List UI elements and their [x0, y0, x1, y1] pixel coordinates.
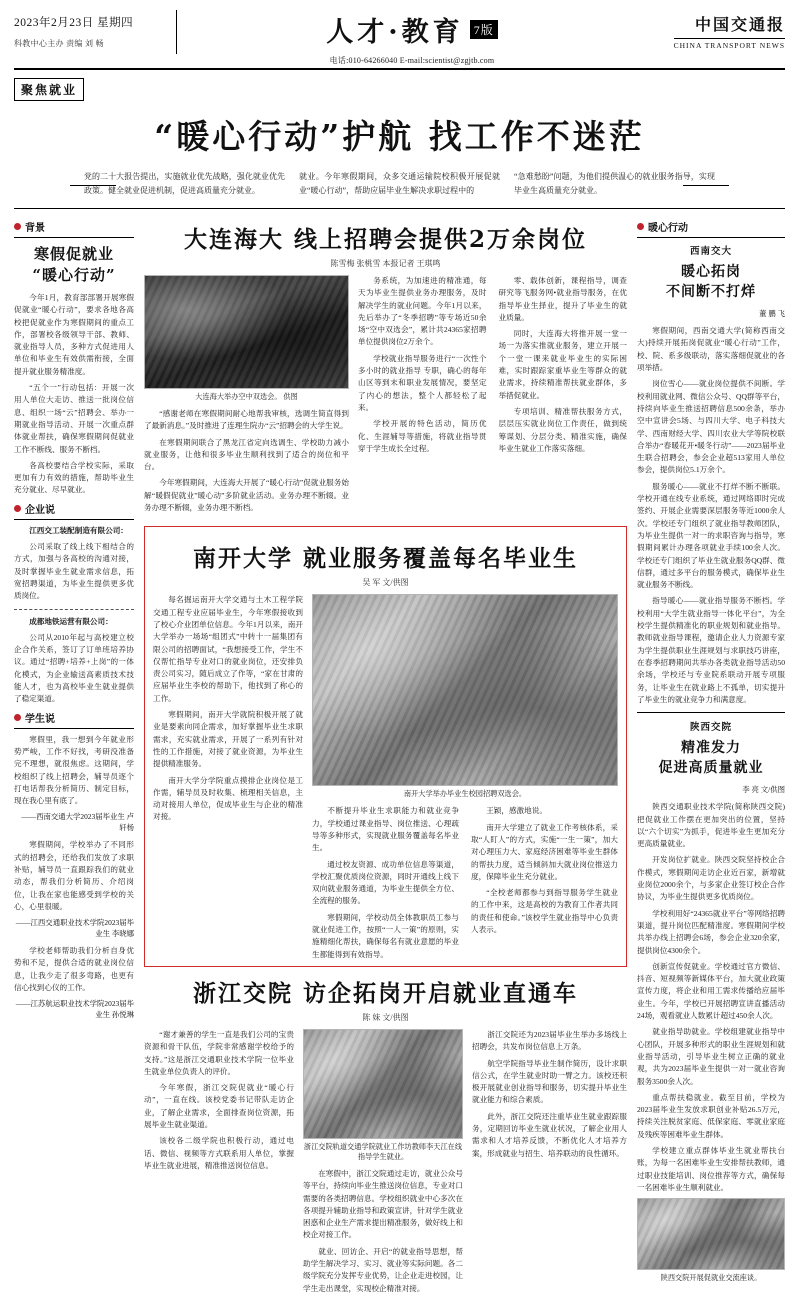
paragraph: 此外，浙江交院还注重毕业生就业跟踪服务，定期回访毕业生就业状况，了解企业用人需求和人才培养反馈，不断优化人才培养方案，形成就业与招生、培养联动的良性循环。 [472, 1111, 627, 1158]
rail-tag-label: 企业说 [25, 504, 55, 516]
paragraph [14, 616, 134, 628]
divider [637, 237, 785, 238]
left-background-body [14, 292, 134, 497]
lead-para-1: 党的二十大报告提出，实施就业优先战略，强化就业优先政策。健全就业促进机制，促进高质量充分就业。 [84, 172, 285, 195]
paragraph: 寒假期间，学校举办了不同形式的招聘会，还给我们发放了求职补贴，辅导员一直跟踪我们的就业动态，帮我们分析简历、介绍岗位，让我在家也能感受到学校的关心，心里很暖。 [14, 840, 134, 911]
paragraph: 公司从2010年起与高校建立校企合作关系，签订了订单班培养协议。通过“招聘+培养+上岗”的一体化模式，为企业输送高素质技术技能人才，也为高校毕业生就业提供了稳定渠道。 [14, 632, 134, 704]
paragraph: 今年1月，教育部部署开展寒假促就业“暖心行动”，要求各地各高校把促就业作为寒假期间的重点工作，部署校各级领导干部、教师、就业指导人员，多种方式促进用人单位和毕业生有效供需衔接，全面提升就业服务精准度。 [14, 293, 134, 376]
divider [14, 728, 134, 729]
student-quote-1-sign: ——西南交通大学2023届毕业生 卢轩杨 [21, 812, 134, 833]
article-title: 南开大学 就业服务覆盖每名毕业生 [192, 545, 578, 573]
photo-caption: 浙江交院轨道交通学院就业工作坊教师李天江在线指导学生就业。 [303, 1142, 463, 1161]
masthead-divider [176, 10, 177, 54]
paragraph: 岗位雪心——就业岗位提供不间断。学校利用就业网、微信公众号、QQ群等平台，持续向毕业生推送招聘信息500余条，举办空中宣讲会5场、与四川大学、电子科技大学、西南财经大学、四川农业大学等院校联合举办“春暖花开•暖冬行动”——2023届毕业生联合招聘会，参会企业超513家用人单位参会，提供岗位5.1万余个。 [637, 379, 785, 475]
band-rule [14, 208, 785, 209]
editor-line: 科教中心主办 责编 刘 畅 [14, 39, 104, 49]
paragraph: 务系统，为加速进的精准通，每天为毕业生提供业务办理服务，及时解决学生的就业问题。今年1月以来，先后举办了“冬季招聘”等专场近50余场“空中双选会”，累计共24365家招聘单位提供岗位2万余个。 [358, 276, 487, 347]
article-photo [303, 1029, 463, 1139]
paragraph: 学校开展的特色活动，简历优化、生涯辅导等措施，将就业指导贯穿于学生成长全过程。 [358, 419, 487, 453]
right-item-subtitle: 精准发力 促进高质量就业 [658, 740, 764, 776]
masthead-rule [14, 68, 785, 70]
right-item-body [637, 325, 785, 706]
paragraph: 寒假期间，南开大学就院积极开展了就业是要素向同企需求，加好掌握毕业生求职需求，充实就业需求，开展了一系列有针对性的工作措施，对接了就业资源，为毕业生提供精准服务。 [153, 710, 303, 769]
paragraph: 学校老师帮助我们分析自身优势和不足，提供合适的就业岗位信息，让我少走了很多弯路，也更有信心找到心仪的工作。 [14, 946, 134, 993]
paragraph: 在寒假期间联合了黑龙江省定向选调生、学校助力减小就业服务，让他和很多毕业生顺利找到了适合的岗位和平台。 [144, 437, 349, 472]
publication-date: 2023年2月23日 星期四 [14, 17, 134, 29]
paragraph: 在寒假中，浙江交院通过走访，就业公众号等平台，持续向毕业生推送岗位信息，专业对口需要的各类招聘信息。学校组织就业中心多次在各项提升辅助业指导和政策宣讲，针对学生就业困惑和企业生产需求提出精准服务，做好线上和校企对接工作。 [303, 1168, 463, 1240]
article-zhejiang [144, 975, 627, 1299]
paragraph: “感谢老师在寒假期间耐心地帮我审核，选调生简直得到了最新消息。”及时推进了连理生院办“云”招聘会的大学生说。 [144, 409, 349, 431]
paragraph: 公司采取了线上线下相结合的方式，加强与各高校的沟通对接，及时掌握毕业生就业需求信息，拓宽招聘渠道，为毕业生提供更多优质岗位。 [14, 542, 134, 601]
article-photo [144, 275, 349, 389]
divider [14, 237, 134, 238]
student-quote-3-sign: ——江苏航运职业技术学院2023届毕业生 孙悦琳 [15, 999, 134, 1020]
article-title: 浙江交院 访企拓岗开启就业直通车 [192, 979, 578, 1007]
paragraph: 指导暖心——就业指导服务不断档。学校利用“大学生就业指导一体化平台”，为全校学生提供精准化的职业规划和就业指导。教师就业指导课程，邀请企业人力资源专家为学生提供职业生涯规划与求职技巧讲座，在春季招聘期间共举办各类就业指导活动50余场，学校还与专业院系联动开展专项服务，让毕业生在就业路上不孤单，切实提升了毕业生的就业竞争力和满意度。 [637, 596, 785, 704]
right-item-subtitle: 暖心拓岗 不间断不打烊 [666, 264, 756, 300]
lead-para-3: “急难愁盼”问题，为他们提供温心的就业服务指导，实现毕业生高质量充分就业。 [514, 172, 715, 195]
company-name: 成都地铁运营有限公司： [29, 616, 113, 626]
bullet-icon [14, 223, 21, 230]
paragraph: 通过校友资源、成功单位信息等渠道，学校汇聚优质岗位资源，同时开通线上线下双向就业服务通道，为毕业生提供全方位、全流程的服务。 [312, 859, 459, 906]
divider [14, 519, 134, 520]
paragraph: “五个一”行动包括：开展一次用人单位大走访、推送一批岗位信息、组织一场“云”招聘会、举办一期就业指导活动、开展一次重点群体就业帮扶，确保寒假期间促就业工作不断线、服务不断档。 [14, 383, 134, 454]
focus-band [14, 78, 785, 206]
focus-tag: 聚焦就业 [14, 78, 84, 101]
paragraph: 专项培训、精准帮扶服务方式，层层压实就业岗位工作责任，做到统筹谋划、分层分类、精准实施，确保毕业生就业工作落实落细。 [498, 406, 627, 453]
rail-head-warmaction [637, 219, 785, 234]
masthead-right [635, 10, 785, 53]
right-item-body [637, 801, 785, 1194]
right-item-byline: 李 亮 文/供图 [742, 785, 785, 795]
paragraph: “全校老师都参与到指导服务学生就业的工作中来，这是高校的为教育工作者共同的责任和使命。”该校学生就业指导中心负责人表示。 [471, 888, 618, 935]
rail-head-background [14, 219, 134, 234]
paragraph: 零、载体创新，课程指导，调查研究等飞服务网•就业指导服务，在优指导毕业生择业，提升了毕业生的就业质量。 [498, 276, 627, 322]
article-title: 大连海大 线上招聘会提供2万余岗位 [183, 226, 587, 253]
page-badge: 7版 [470, 20, 498, 39]
student-quote-1 [14, 734, 134, 808]
paragraph: 重点帮扶稳就业。截至目前，学校为2023届毕业生发放求职创业补贴26.5万元，持续关注脱贫家庭、低保家庭、零就业家庭及残疾等困难毕业生群体。 [637, 1092, 785, 1139]
right-item-title: 陕西交院 [689, 723, 732, 734]
right-item-photo [637, 1198, 785, 1270]
bullet-icon [14, 714, 21, 721]
left-rail [14, 215, 134, 1167]
paragraph [14, 525, 134, 537]
article-dalian [144, 221, 627, 518]
paragraph: 同时，大连海大将推开展一堂一场一为落实推就业服务，建立开展一个一堂一课来就业毕业生的实际困难，实时跟踪家重毕业生等群众的就业需求，持续精准帮扶就业群体，多举措促就业。 [498, 329, 627, 400]
paragraph: 寒假期间，西南交通大学(简称西南交大)持续开展拓岗促就业“暖心行动”工作，校、院、系多级联动，落实落细促就业的各项举措。 [637, 326, 785, 373]
paragraph: 南开大学建立了就业工作考核体系，采取“人盯人”的方式，实施“一生一策”，加大对心理压力大、家庭经济困难等毕业生群体的帮扶力度，适当倾斜加大就业岗位推送力度，保障毕业生充分就业。 [471, 822, 618, 881]
paragraph: 就业指导助就业。学校组建就业指导中心团队，开展多种形式的职业生涯规划和就业指导活动，引导毕业生树立正确的就业观，共为2023届毕业生提供一对一就业咨询服务3500余人次。 [637, 1027, 785, 1086]
right-rail [637, 215, 785, 1283]
paragraph: 服务暖心——就业不打烊不断不断联。学校开通在线专业系统，通过网络即时完成签约、开展企业需要深层服务等近1000余人次。学校还专门组织了就业指导教师团队，为毕业生提供一对一的求职咨询与指导，寒假期间累计办理各项就业手续100余人次。学校还专门组织了毕业生就业服务QQ群、微信群，通过多平台的服务模式，确保毕业生就业服务不断线。 [637, 481, 785, 590]
article-photo [312, 594, 618, 786]
article-nankai [144, 526, 627, 967]
right-item-sxjy [637, 719, 785, 1283]
left-section-title: 寒假促就业 “暖心行动” [32, 245, 116, 284]
article-body-col2 [358, 275, 627, 459]
paragraph: 王颖，感激地说。 [486, 806, 547, 816]
rail-tag-label: 暖心行动 [648, 223, 688, 234]
paragraph: 就业、回访企、开启“的就业指导思想，帮助学生解决学习、实习、就业等实际问题。各二级学院充分发挥专业优势，让企业走进校园，让学生走出课堂，实现校企精准对接。 [303, 1246, 463, 1293]
article-body-col1 [144, 1029, 294, 1172]
paragraph: 陕西交通职业技术学院(简称陕西交院)把促就业工作摆在更加突出的位置，坚持以“六个切实”为抓手，促进毕业生更加充分更高质量就业。 [637, 802, 785, 849]
photo-caption: 大连海大举办空中双选会。 供图 [195, 393, 298, 401]
paragraph: 创新宣传促就业。学校通过官方微信、抖音、短视频等新媒体平台，加大就业政策宣传力度，将企业和用工需求传播给应届毕业生。今年，学校已开展招聘宣讲直播活动24场，观看就业人数累计超过450余人次。 [637, 961, 785, 1021]
paragraph: 开发岗位扩就业。陕西交院坚持校企合作模式，寒假期间走访企业近百家，新增就业岗位2000余个，与多家企业签订校企合作协议，为毕业生提供更多优质岗位。 [637, 855, 785, 902]
paragraph: 寒假期间，学校动员全体教职员工参与就业促进工作，按照“一人一策”的原则，实施精细化帮扶，确保每名有就业意愿的毕业生都能得到有效指导。 [312, 912, 459, 959]
paragraph: 该校各二级学院也积极行动，通过电话、微信、视频等方式联系用人单位，掌握毕业生就业进展，精准推送岗位信息。 [144, 1136, 294, 1170]
section-title: 人才·教育 [326, 17, 464, 48]
enterprise-block-1 [14, 525, 134, 603]
article-body-col1 [144, 408, 349, 514]
article-byline: 陈雪梅 张桃雪 本报记者 王琪鸣 [330, 259, 441, 268]
right-item-byline: 董 鹏 飞 [759, 309, 785, 319]
masthead-center [189, 10, 635, 66]
paragraph: 学校建立重点群体毕业生就业帮扶台账，为每一名困难毕业生安排帮扶教师，通过职业技能培训、岗位推荐等方式，确保每一名困难毕业生顺利就业。 [637, 1146, 785, 1192]
right-item-title: 西南交大 [689, 247, 732, 257]
page-headline: “暖心行动”护航 找工作不迷茫 [154, 117, 645, 156]
photo-caption: 陕西交院开展促就业交流座谈。 [660, 1274, 762, 1283]
article-body-col2 [312, 805, 618, 961]
lead-wrapper [14, 164, 785, 206]
paragraph: 浙江交院还为2023届毕业生举办多场线上招聘会，共发布岗位信息上万条。 [472, 1029, 627, 1052]
divider [14, 609, 134, 610]
company-name: 江西交工装配制造有限公司： [29, 525, 128, 535]
rail-head-students [14, 710, 134, 725]
paragraph: “谢才兼善的学生一直是我们公司的宝贵资源和骨干队伍，学院非常感谢学校给予的支持。”这是浙江交通职业技术学院一位毕业生就业单位负责人的评价。 [144, 1029, 294, 1076]
contact-line: 电话:010-64266040 E-mail:scientist@zgjtb.com [329, 56, 495, 65]
article-body-col2 [303, 1168, 463, 1295]
content-grid [14, 215, 785, 1293]
paragraph: 不断提升毕业生求职能力和就业竞争力，学校通过课业指导、岗位推送、心理疏导等多种形式，实现就业服务覆盖每名毕业生。 [312, 806, 459, 853]
paragraph: 各高校要结合学校实际，采取更加有力有效的措施，帮助毕业生充分就业、尽早就业。 [14, 460, 134, 495]
student-quote-2 [14, 839, 134, 913]
bullet-icon [14, 505, 21, 512]
enterprise-block-2 [14, 616, 134, 706]
paragraph: 今年寒假，浙江交院促就业“暖心行动”，一直在线。该校党委书记带队走访企业，了解企业需求，全面排查岗位资源，拓展毕业生就业渠道。 [144, 1083, 294, 1130]
paragraph: 航空学院指导毕业生制作简历，设计求职信公式，在学生就业时助一臂之力。该校还积极开展就业创业指导和服务，切实提升毕业生就业能力和综合素质。 [472, 1058, 627, 1105]
masthead-left [14, 10, 164, 51]
lead-para-2: 就业。今年寒假期间，众多交通运输院校积极开展促就业“暖心行动”，帮助应届毕业生解决求职过程中的 [299, 172, 500, 195]
paragraph: 每名掘运南开大学交通与土木工程学院交通工程专业应届毕业生，今年寒假接收到了校心介业团单位信息。今年1月以来，南开大学举办一场场“组团式”中转十一届集团有限公司的招聘面试，“我想接受工作，学生不仅帮忙指导专业对口的就业岗位，还安排负责公司实习，随后成立了作等，“家在甘肃的应届毕业生李校的帮助下，他找到了称心的工作。 [153, 595, 303, 703]
rail-tag-label: 背景 [25, 223, 45, 234]
masthead [14, 0, 785, 66]
paper-name-cn: 中国交通报 [694, 17, 785, 34]
bullet-icon [637, 223, 644, 230]
right-item-swjtu [637, 243, 785, 706]
paragraph: 今年寒假期间，大连海大开展了“暖心行动”促就业服务始解“暖假促就业”暖心动”多阶就业活动。业务办理不断辍。业务办理不断辍，业务办理不断档。 [144, 478, 349, 513]
photo-caption: 南开大学举办毕业生校园招聘双选会。 [403, 790, 527, 799]
rail-tag-label: 学生说 [25, 713, 55, 725]
paragraph: 学校利用好“24365就业平台”等网络招聘渠道，提升岗位匹配精准度。寒假期间学校共举办线上招聘会6场，参会企业320余家，提供岗位4300余个。 [637, 908, 785, 955]
article-body-col3 [472, 1029, 627, 1160]
article-byline: 吴 军 文/供图 [362, 578, 409, 588]
student-quote-3 [14, 945, 134, 994]
paragraph: 寒假里，我一想到今年就业形势严峻，工作不好找，考研没准备完不理想，就很焦虑。这期间，学校组织了线上招聘会，辅导员逐个打电话帮我分析简历、制定目标，现在我心里有底了。 [14, 734, 134, 806]
rail-head-enterprise [14, 501, 134, 516]
main-column [144, 215, 627, 1293]
divider [637, 712, 785, 713]
paragraph: 南开大学分学院重点摸排企业岗位是工作需，辅导员及时收集、梳理相关信息，主动对接用人单位，促成毕业生与企业的精准对接。 [153, 775, 303, 822]
student-quote-2-sign: ——江西交通职业技术学院2023届毕业生 李晓娜 [15, 918, 134, 939]
lead-paragraphs [14, 164, 785, 206]
paragraph: 学校就业指导服务进行“一次性个多小时的就业指导 专职，确心的每年山区等到末和职业发展情况，要坚定了内心的想法，整个人都轻松了起来。 [358, 353, 487, 412]
article-body-col1 [153, 594, 303, 823]
article-byline: 陈 妹 文/供图 [362, 1012, 409, 1022]
paper-name-en: CHINA TRANSPORT NEWS [674, 38, 785, 50]
